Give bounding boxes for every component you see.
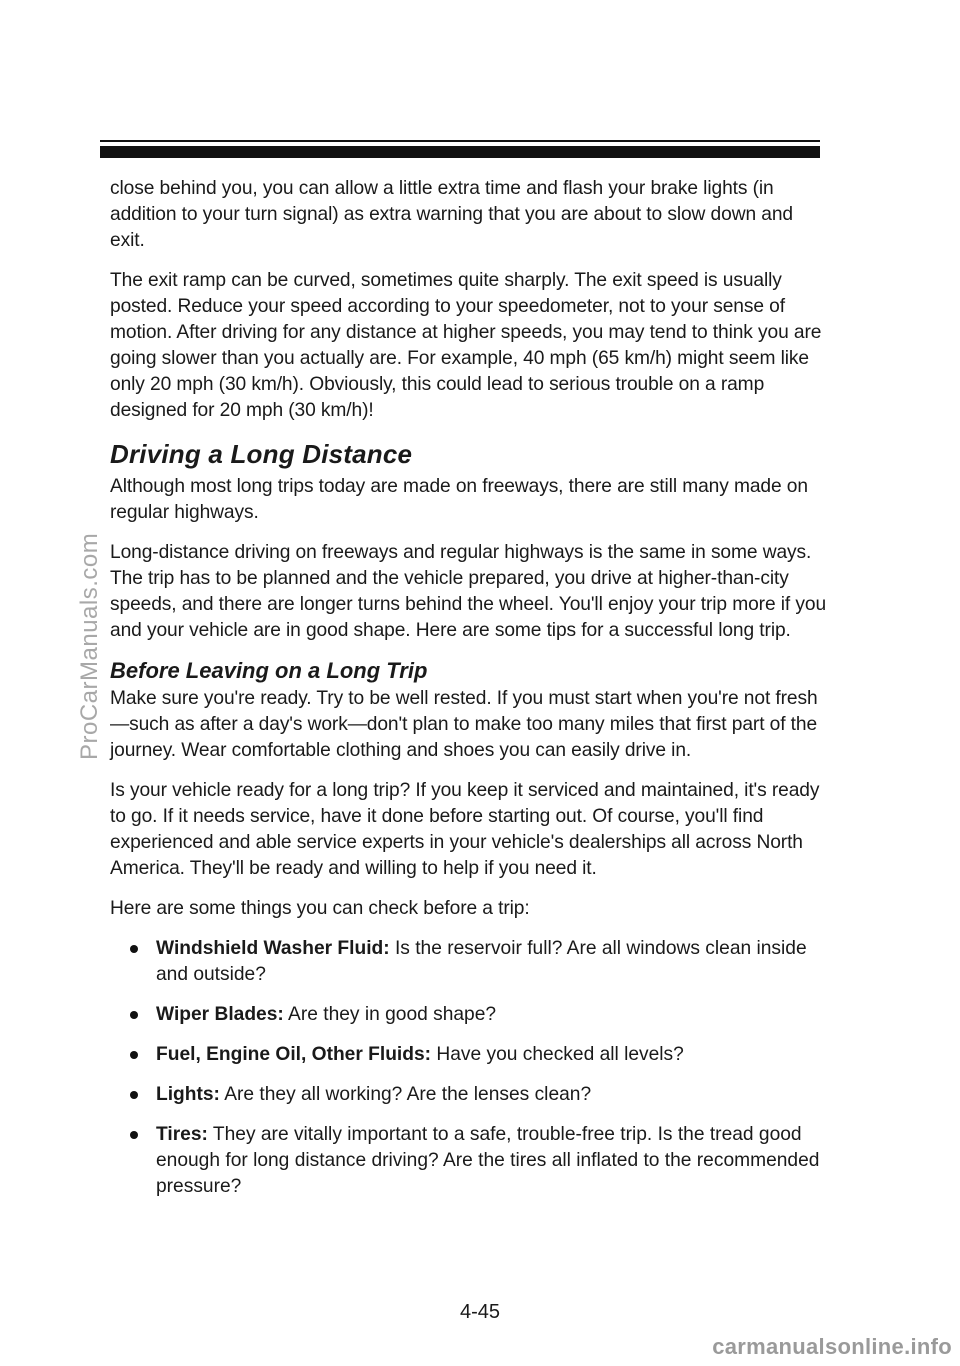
subsection-heading: Before Leaving on a Long Trip (110, 658, 428, 683)
side-watermark-text: ProCarManuals.com (76, 532, 103, 760)
paragraph-exit-ramp: The exit ramp can be curved, sometimes quite sharply. The exit speed is usually posted. Reduce your speed according to your speedometer, not to your sense of motion. After driving for any distance at higher speeds, you may tend to think you are going slower than you actually are. For example, 40 mph (65 km/h) might seem like only 20 mph (30 km/h). Obviously, this could lead to serious trouble on a ramp designed for 20 mph (30 km/h)! (110, 270, 822, 421)
bullet-icon (130, 945, 138, 953)
paragraph-checklist-intro: Here are some things you can check before a trip: (110, 898, 530, 919)
bullet-icon (130, 1051, 138, 1059)
checklist (110, 936, 830, 1200)
list-item-text: They are vitally important to a safe, trouble-free trip. Is the tread good enough for long distance driving? Are the tires all inflated to the recommended pressure? (156, 1124, 820, 1197)
list-item-term: Lights: (156, 1084, 220, 1105)
page-content (110, 176, 830, 1214)
list-item-text: Are they in good shape? (283, 1004, 497, 1025)
list-item-text: Are they all working? Are the lenses clean? (219, 1084, 592, 1105)
bullet-icon (130, 1011, 138, 1019)
page-number: 4-45 (459, 1301, 501, 1323)
bottom-watermark: carmanualsonline.info (712, 1334, 952, 1359)
paragraph-vehicle-ready: Is your vehicle ready for a long trip? If you keep it serviced and maintained, it's ready to go. If it needs service, have it done before starting out. Of course, you'll find experienced and able service experts in your vehicle's dealerships all across North America. They'll be ready and willing to help if you need it. (110, 780, 820, 879)
bullet-icon (130, 1131, 138, 1139)
list-item (110, 1122, 830, 1200)
paragraph-be-ready: Make sure you're ready. Try to be well rested. If you must start when you're not fresh—such as after a day's work—don't plan to make too many miles that first part of the journey. Wear comfortable clothing and shoes you can easily drive in. (110, 688, 818, 761)
paragraph-long-trips: Although most long trips today are made on freeways, there are still many made on regular highways. (110, 476, 808, 523)
header-rule (100, 146, 820, 158)
section-heading: Driving a Long Distance (110, 439, 413, 469)
paragraph-brake-lights: close behind you, you can allow a little extra time and flash your brake lights (in addition to your turn signal) as extra warning that you are about to slow down and exit. (110, 178, 793, 251)
paragraph-long-distance-driving: Long-distance driving on freeways and regular highways is the same in some ways. The trip has to be planned and the vehicle prepared, you drive at higher-than-city speeds, and there are longer turns behind the wheel. You'll enjoy your trip more if you and your vehicle are in good shape. Here are some tips for a successful long trip. (110, 542, 827, 641)
list-item-text: Is the reservoir full? Are all windows clean inside and outside? (156, 938, 807, 985)
list-item-term: Windshield Washer Fluid: (156, 938, 390, 959)
list-item-term: Tires: (156, 1124, 208, 1145)
list-item (110, 936, 830, 988)
header-rule-thin (100, 140, 820, 142)
list-item-term: Wiper Blades: (156, 1004, 284, 1025)
bullet-icon (130, 1091, 138, 1099)
list-item-text: Have you checked all levels? (431, 1044, 684, 1065)
list-item (110, 1002, 830, 1028)
list-item-term: Fuel, Engine Oil, Other Fluids: (156, 1044, 432, 1065)
list-item (110, 1082, 830, 1108)
list-item (110, 1042, 830, 1068)
